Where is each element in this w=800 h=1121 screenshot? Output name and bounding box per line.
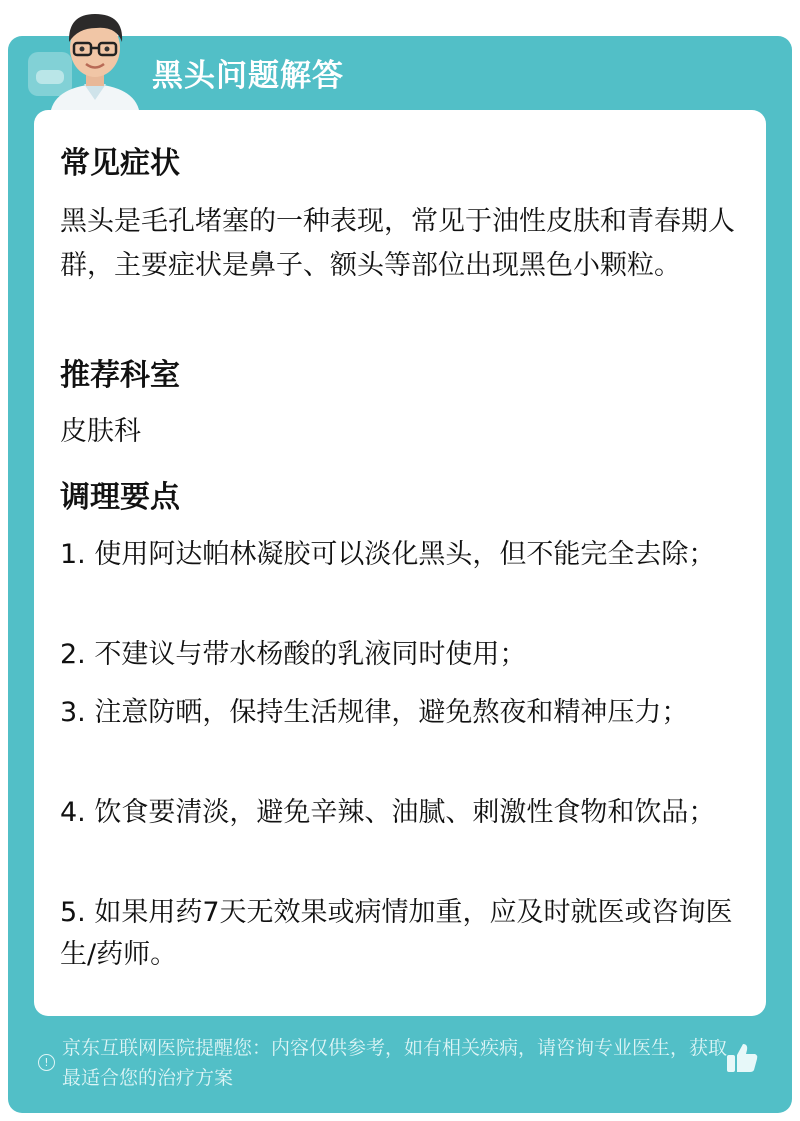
disclaimer-text: 京东互联网医院提醒您：内容仅供参考，如有相关疾病，请咨询专业医生，获取最适合您的治疗方案 (62, 1037, 728, 1089)
department-heading: 推荐科室 (60, 358, 180, 393)
thumbs-up-icon[interactable] (724, 1040, 760, 1076)
info-icon: ! (38, 1054, 55, 1071)
symptoms-text: 黑头是毛孔堵塞的一种表现，常见于油性皮肤和青春期人群，主要症状是鼻子、额头等部位出现黑色小颗粒。 (60, 206, 735, 281)
care-item-2: 2. 不建议与带水杨酸的乳液同时使用； (60, 639, 527, 670)
care-item-5: 5. 如果用药7天无效果或病情加重，应及时就医或咨询医生/药师。 (60, 897, 733, 970)
page-title: 黑头问题解答 (152, 58, 344, 94)
care-heading: 调理要点 (60, 480, 180, 515)
care-item-1: 1. 使用阿达帕林凝胶可以淡化黑头，但不能完全去除； (60, 539, 716, 570)
content-card (34, 110, 766, 1016)
care-item-4: 4. 饮食要清淡，避免辛辣、油腻、刺激性食物和饮品； (60, 797, 716, 828)
doctor-avatar (40, 4, 150, 116)
department-text: 皮肤科 (60, 416, 141, 447)
symptoms-heading: 常见症状 (60, 146, 180, 181)
care-item-3: 3. 注意防晒，保持生活规律，避免熬夜和精神压力； (60, 697, 689, 728)
